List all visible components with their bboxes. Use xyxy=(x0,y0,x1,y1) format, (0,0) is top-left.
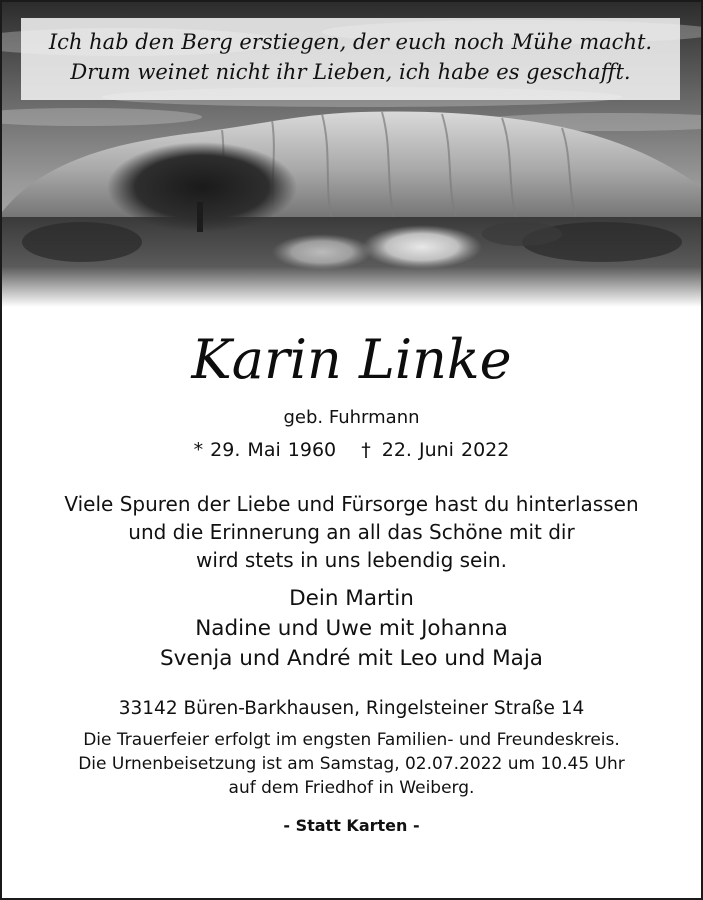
maiden-name: geb. Fuhrmann xyxy=(283,407,420,428)
mourner: Dein Martin xyxy=(289,586,414,611)
service-line: Die Urnenbeisetzung ist am Samstag, 02.07.2022 um 10.45 Uhr xyxy=(78,754,625,774)
service-line: auf dem Friedhof in Weiberg. xyxy=(228,778,475,798)
mourner: Nadine und Uwe mit Johanna xyxy=(195,616,508,641)
death-date: 22. Juni 2022 xyxy=(381,439,510,461)
quote-line: Drum weinet nicht ihr Lieben, ich habe es geschafft. xyxy=(70,60,631,84)
mourner: Svenja und André mit Leo und Maja xyxy=(160,646,543,671)
deceased-name: Karin Linke xyxy=(191,328,512,391)
birth-date: * 29. Mai 1960 xyxy=(193,439,337,461)
verse-line: Viele Spuren der Liebe und Fürsorge hast du hinterlassen xyxy=(64,492,639,516)
mourners-list xyxy=(2,584,701,674)
cross-icon: † xyxy=(361,439,371,461)
life-dates xyxy=(2,437,701,463)
verse-line: wird stets in uns lebendig sein. xyxy=(196,548,507,572)
family-address: 33142 Büren-Barkhausen, Ringelsteiner Straße 14 xyxy=(118,698,585,719)
footer-note: - Statt Karten - xyxy=(283,816,420,835)
quote-banner xyxy=(21,18,680,100)
verse-line: und die Erinnerung an all das Schöne mit dir xyxy=(128,520,575,544)
service-details xyxy=(2,728,701,800)
memorial-verse xyxy=(2,490,701,574)
quote-line: Ich hab den Berg erstiegen, der euch noch Mühe macht. xyxy=(48,30,653,54)
notice-body xyxy=(2,307,701,837)
landscape-photo xyxy=(2,2,701,307)
service-line: Die Trauerfeier erfolgt im engsten Familien- und Freundeskreis. xyxy=(83,730,620,750)
